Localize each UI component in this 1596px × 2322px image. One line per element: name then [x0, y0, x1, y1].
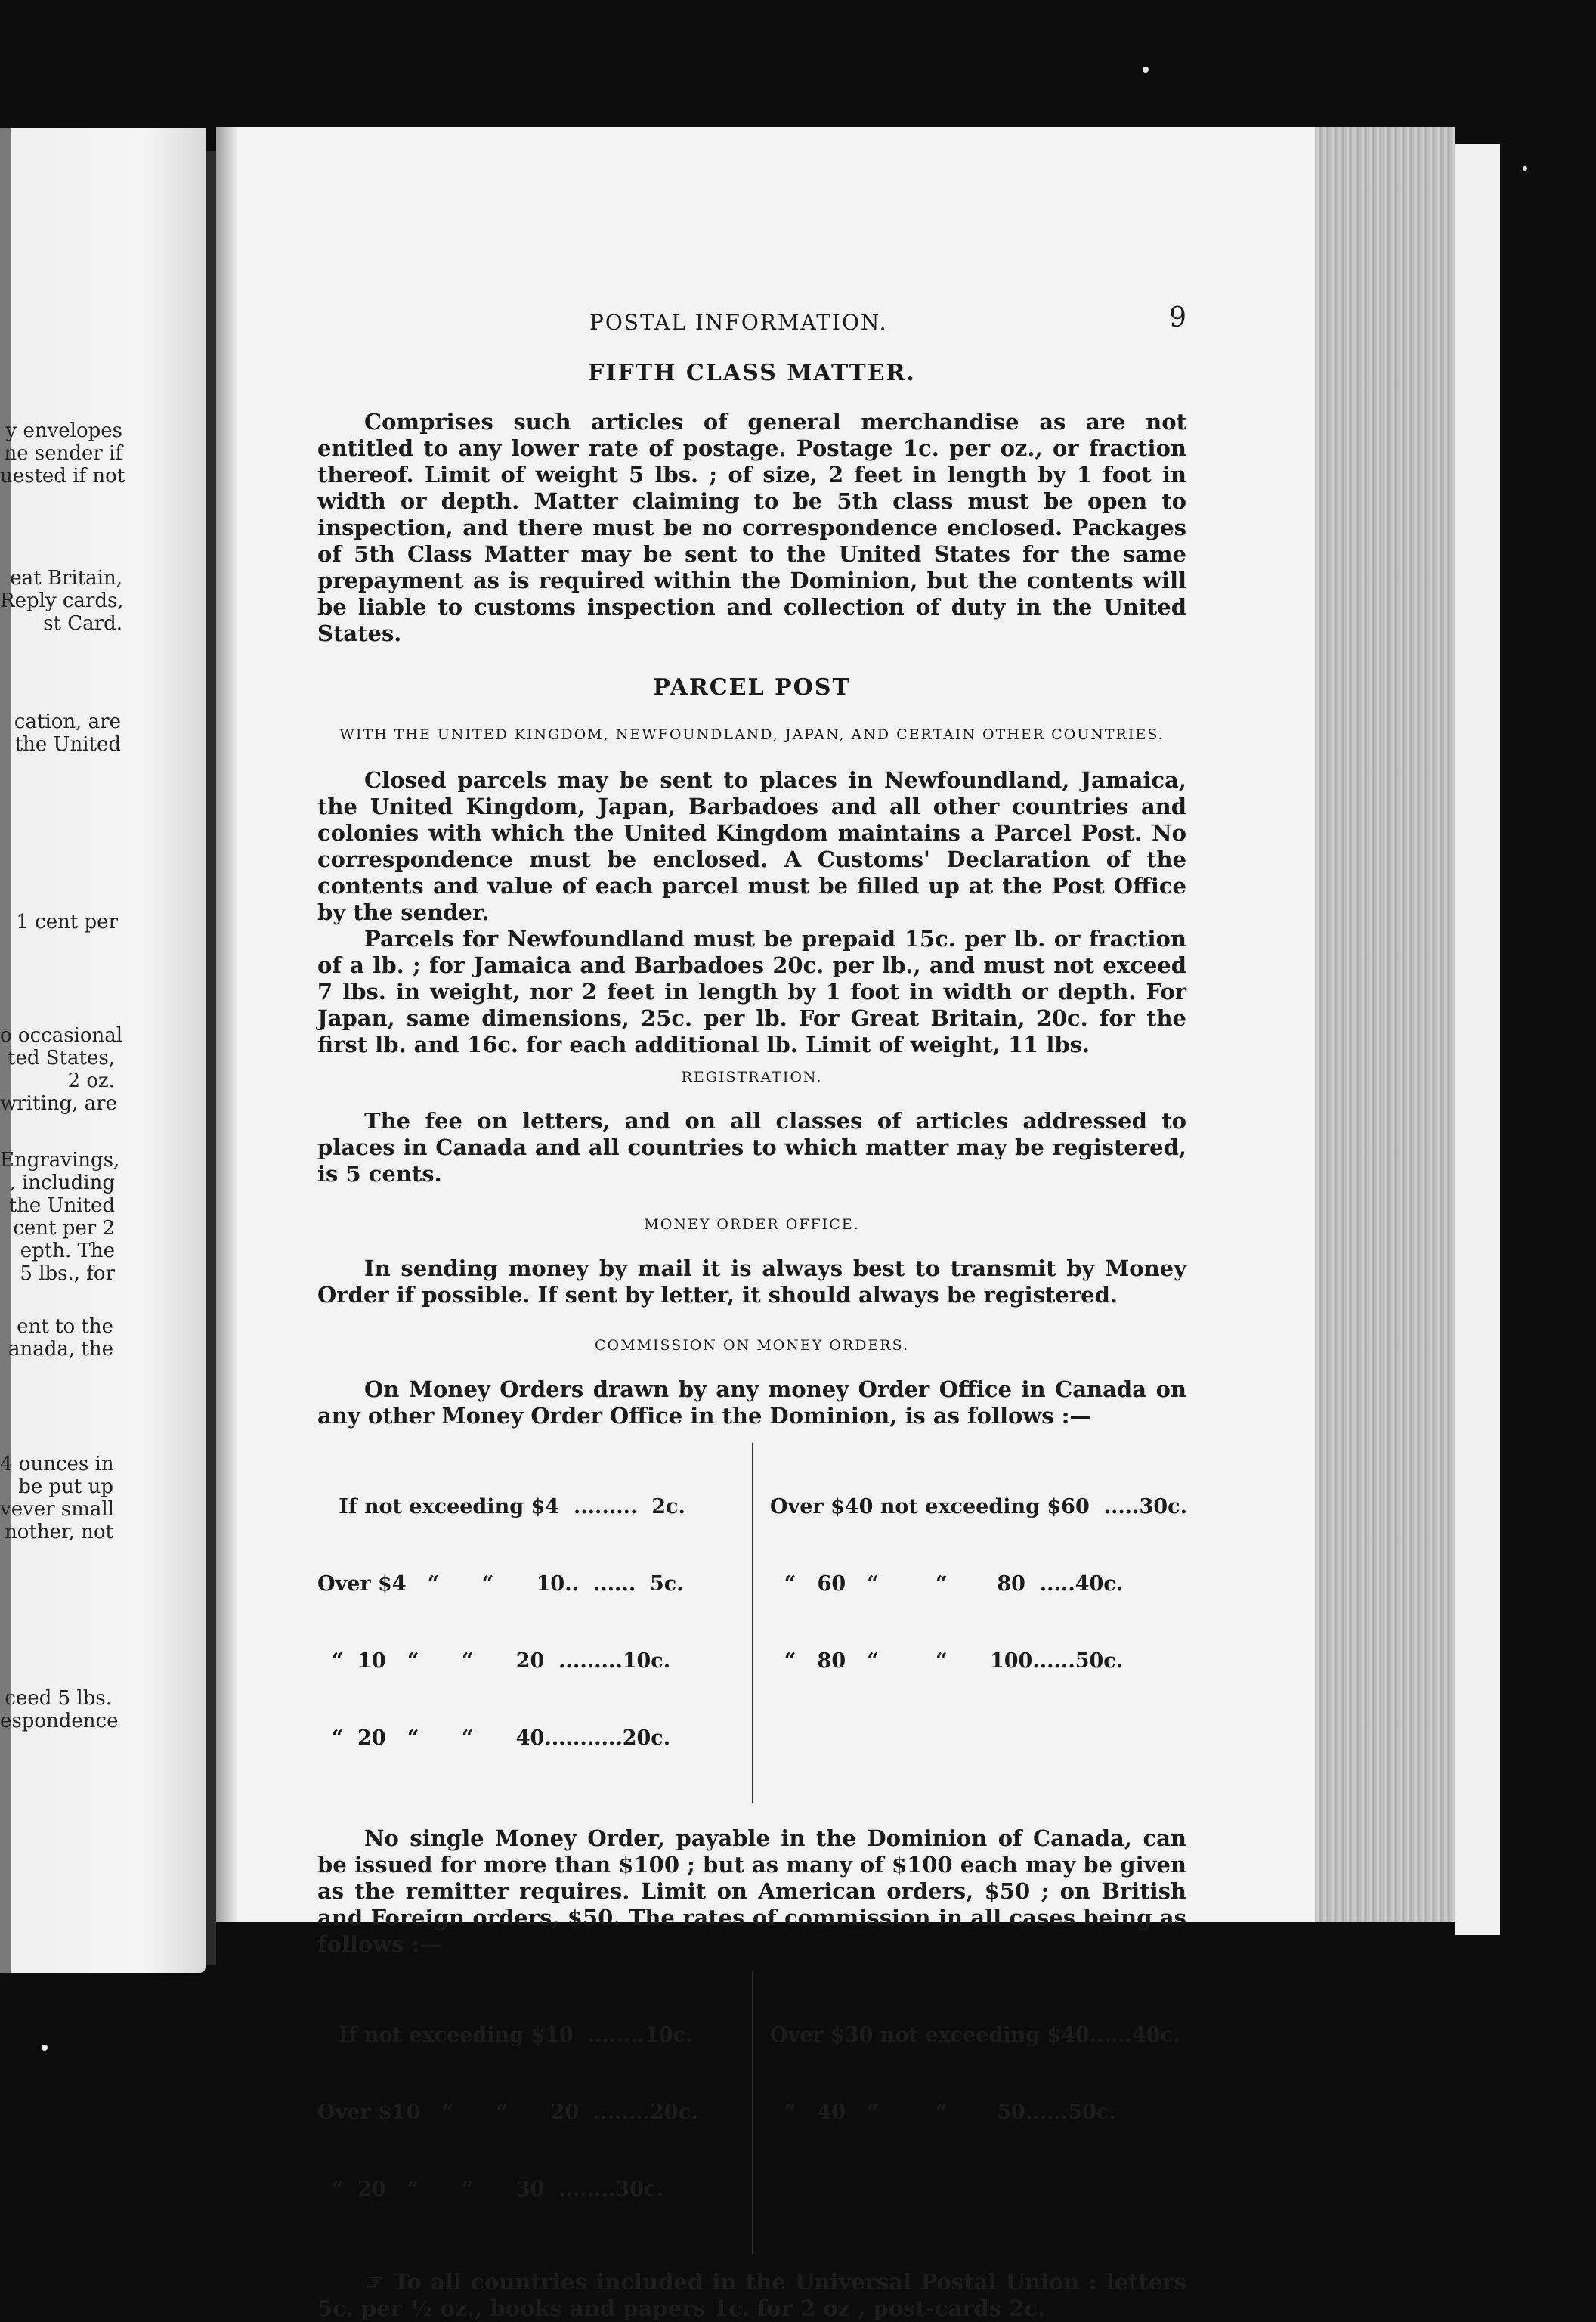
left-fragment-8: 4 ounces in be put up vever small nother, not	[0, 1453, 114, 1543]
parcel-post-para-1: Closed parcels may be sent to places in Newfoundland, Jamaica, the United Kingdom, Japan, Barbadoes and all other countries and colonies with which the United Kingdom maintains a Parcel Post. No correspondence must be enclosed. A Customs' Declaration of the contents and value of each parcel must be filled up at the Post Office by the sender.	[317, 767, 1186, 925]
commission-table-1-right	[753, 1443, 1187, 1803]
book-gutter	[206, 151, 216, 1965]
left-fragment-7: ent to the anada, the	[8, 1315, 113, 1361]
rate-row: If not exceeding $10 ........10c.	[317, 2023, 693, 2047]
parcel-post-subheading: WITH THE UNITED KINGDOM, NEWFOUNDLAND, JAPAN, AND CERTAIN OTHER COUNTRIES.	[339, 726, 1165, 743]
dust-speck	[42, 2045, 48, 2051]
left-fragment-3: cation, are the United	[14, 711, 121, 756]
rate-row: Over $40 not exceeding $60 .....30c.	[770, 1495, 1187, 1519]
rate-row: If not exceeding $4 ......... 2c.	[317, 1495, 685, 1519]
left-fragment-1: y envelopes ne sender if uested if not	[0, 420, 125, 488]
rate-row: “ 10 “ “ 20 .........10c.	[317, 1649, 671, 1673]
commission-table-1-left	[317, 1443, 753, 1803]
fifth-class-heading: FIFTH CLASS MATTER.	[588, 360, 916, 386]
running-head	[317, 302, 1186, 340]
parcel-post-heading: PARCEL POST	[653, 674, 851, 701]
commission-intro: On Money Orders drawn by any money Order Office in Canada on any other Money Order Office in the Dominion, is as follows :—	[317, 1376, 1186, 1429]
page-number: 9	[1169, 302, 1188, 333]
left-fragment-2: eat Britain, Reply cards, st Card.	[0, 567, 124, 635]
rate-row: “ 80 “ “ 100......50c.	[770, 1649, 1124, 1673]
left-fragment-9: ceed 5 lbs. espondence	[0, 1687, 119, 1732]
gutter-shadow	[216, 127, 239, 1922]
rate-row: “ 40 “ “ 50......50c.	[770, 2101, 1116, 2124]
commission-limit-para: No single Money Order, payable in the Dominion of Canada, can be issued for more than $100 ; but as many of $100 each may be given as the remitter requires. Limit on American orders, $50 ; on British and Foreign orders, $50. The rates of commission in all cases being as follows :—	[317, 1825, 1186, 1957]
dust-speck	[1143, 67, 1149, 73]
rate-row: Over $4 “ “ 10.. ...... 5c.	[317, 1572, 684, 1596]
registration-body: The fee on letters, and on all classes of articles addressed to places in Canada and all countries to which matter may be registered, is 5 cents.	[317, 1108, 1186, 1187]
commission-table-1	[317, 1443, 1186, 1803]
upu-note: ☞ To all countries included in the Universal Postal Union : letters 5c. per ½ oz., books and papers 1c. for 2 oz , post-cards 2c.	[317, 2269, 1186, 2321]
left-fragment-6: Engravings, , including the United cent per 2 epth. The 5 lbs., for	[0, 1149, 120, 1285]
commission-table-2-right	[753, 1971, 1180, 2254]
rate-row: “ 20 “ “ 30 ........30c.	[317, 2178, 663, 2201]
rate-row: “ 60 “ “ 80 .....40c.	[770, 1572, 1124, 1596]
parcel-post-para-2: Parcels for Newfoundland must be prepaid 15c. per lb. or fraction of a lb. ; for Jamaica and Barbadoes 20c. per lb., and must not exceed 7 lbs. in weight, nor 2 feet in length by 1 foot in width or depth. For Japan, same dimensions, 25c. per lb. For Great Britain, 20c. for the first lb. and 16c. for each additional lb. Limit of weight, 11 lbs.	[317, 926, 1186, 1057]
rate-row: Over $30 not exceeding $40......40c.	[770, 2023, 1180, 2047]
cover-board	[1455, 144, 1500, 1935]
left-fragment-4: 1 cent per	[16, 911, 118, 933]
running-head-title: POSTAL INFORMATION.	[589, 310, 888, 335]
registration-heading: REGISTRATION.	[681, 1069, 823, 1085]
commission-heading: COMMISSION ON MONEY ORDERS.	[595, 1337, 909, 1354]
dust-speck	[1523, 166, 1527, 171]
money-order-heading: MONEY ORDER OFFICE.	[644, 1216, 860, 1233]
rate-row: “ 20 “ “ 40...........20c.	[317, 1726, 671, 1750]
fifth-class-body: Comprises such articles of general merchandise as are not entitled to any lower rate of postage. Postage 1c. per oz., or fraction thereof. Limit of weight 5 lbs. ; of size, 2 feet in length by 1 foot in width or depth. Matter claiming to be 5th class must be open to inspection, and there must be no correspondence enclosed. Packages of 5th Class Matter may be sent to the United States for the same prepayment as is required within the Dominion, but the contents will be liable to customs inspection and collection of duty in the United States.	[317, 409, 1186, 646]
page-block-edges	[1315, 127, 1455, 1922]
left-fragment-5: o occasional ted States, 2 oz. writing, are	[0, 1024, 123, 1115]
money-order-body: In sending money by mail it is always best to transmit by Money Order if possible. If sent by letter, it should always be registered.	[317, 1255, 1186, 1308]
commission-table-2-left	[317, 1971, 753, 2254]
commission-table-2	[317, 1971, 1186, 2254]
rate-row: Over $10 “ “ 20 ........20c.	[317, 2101, 698, 2124]
page-content	[317, 302, 1186, 2322]
